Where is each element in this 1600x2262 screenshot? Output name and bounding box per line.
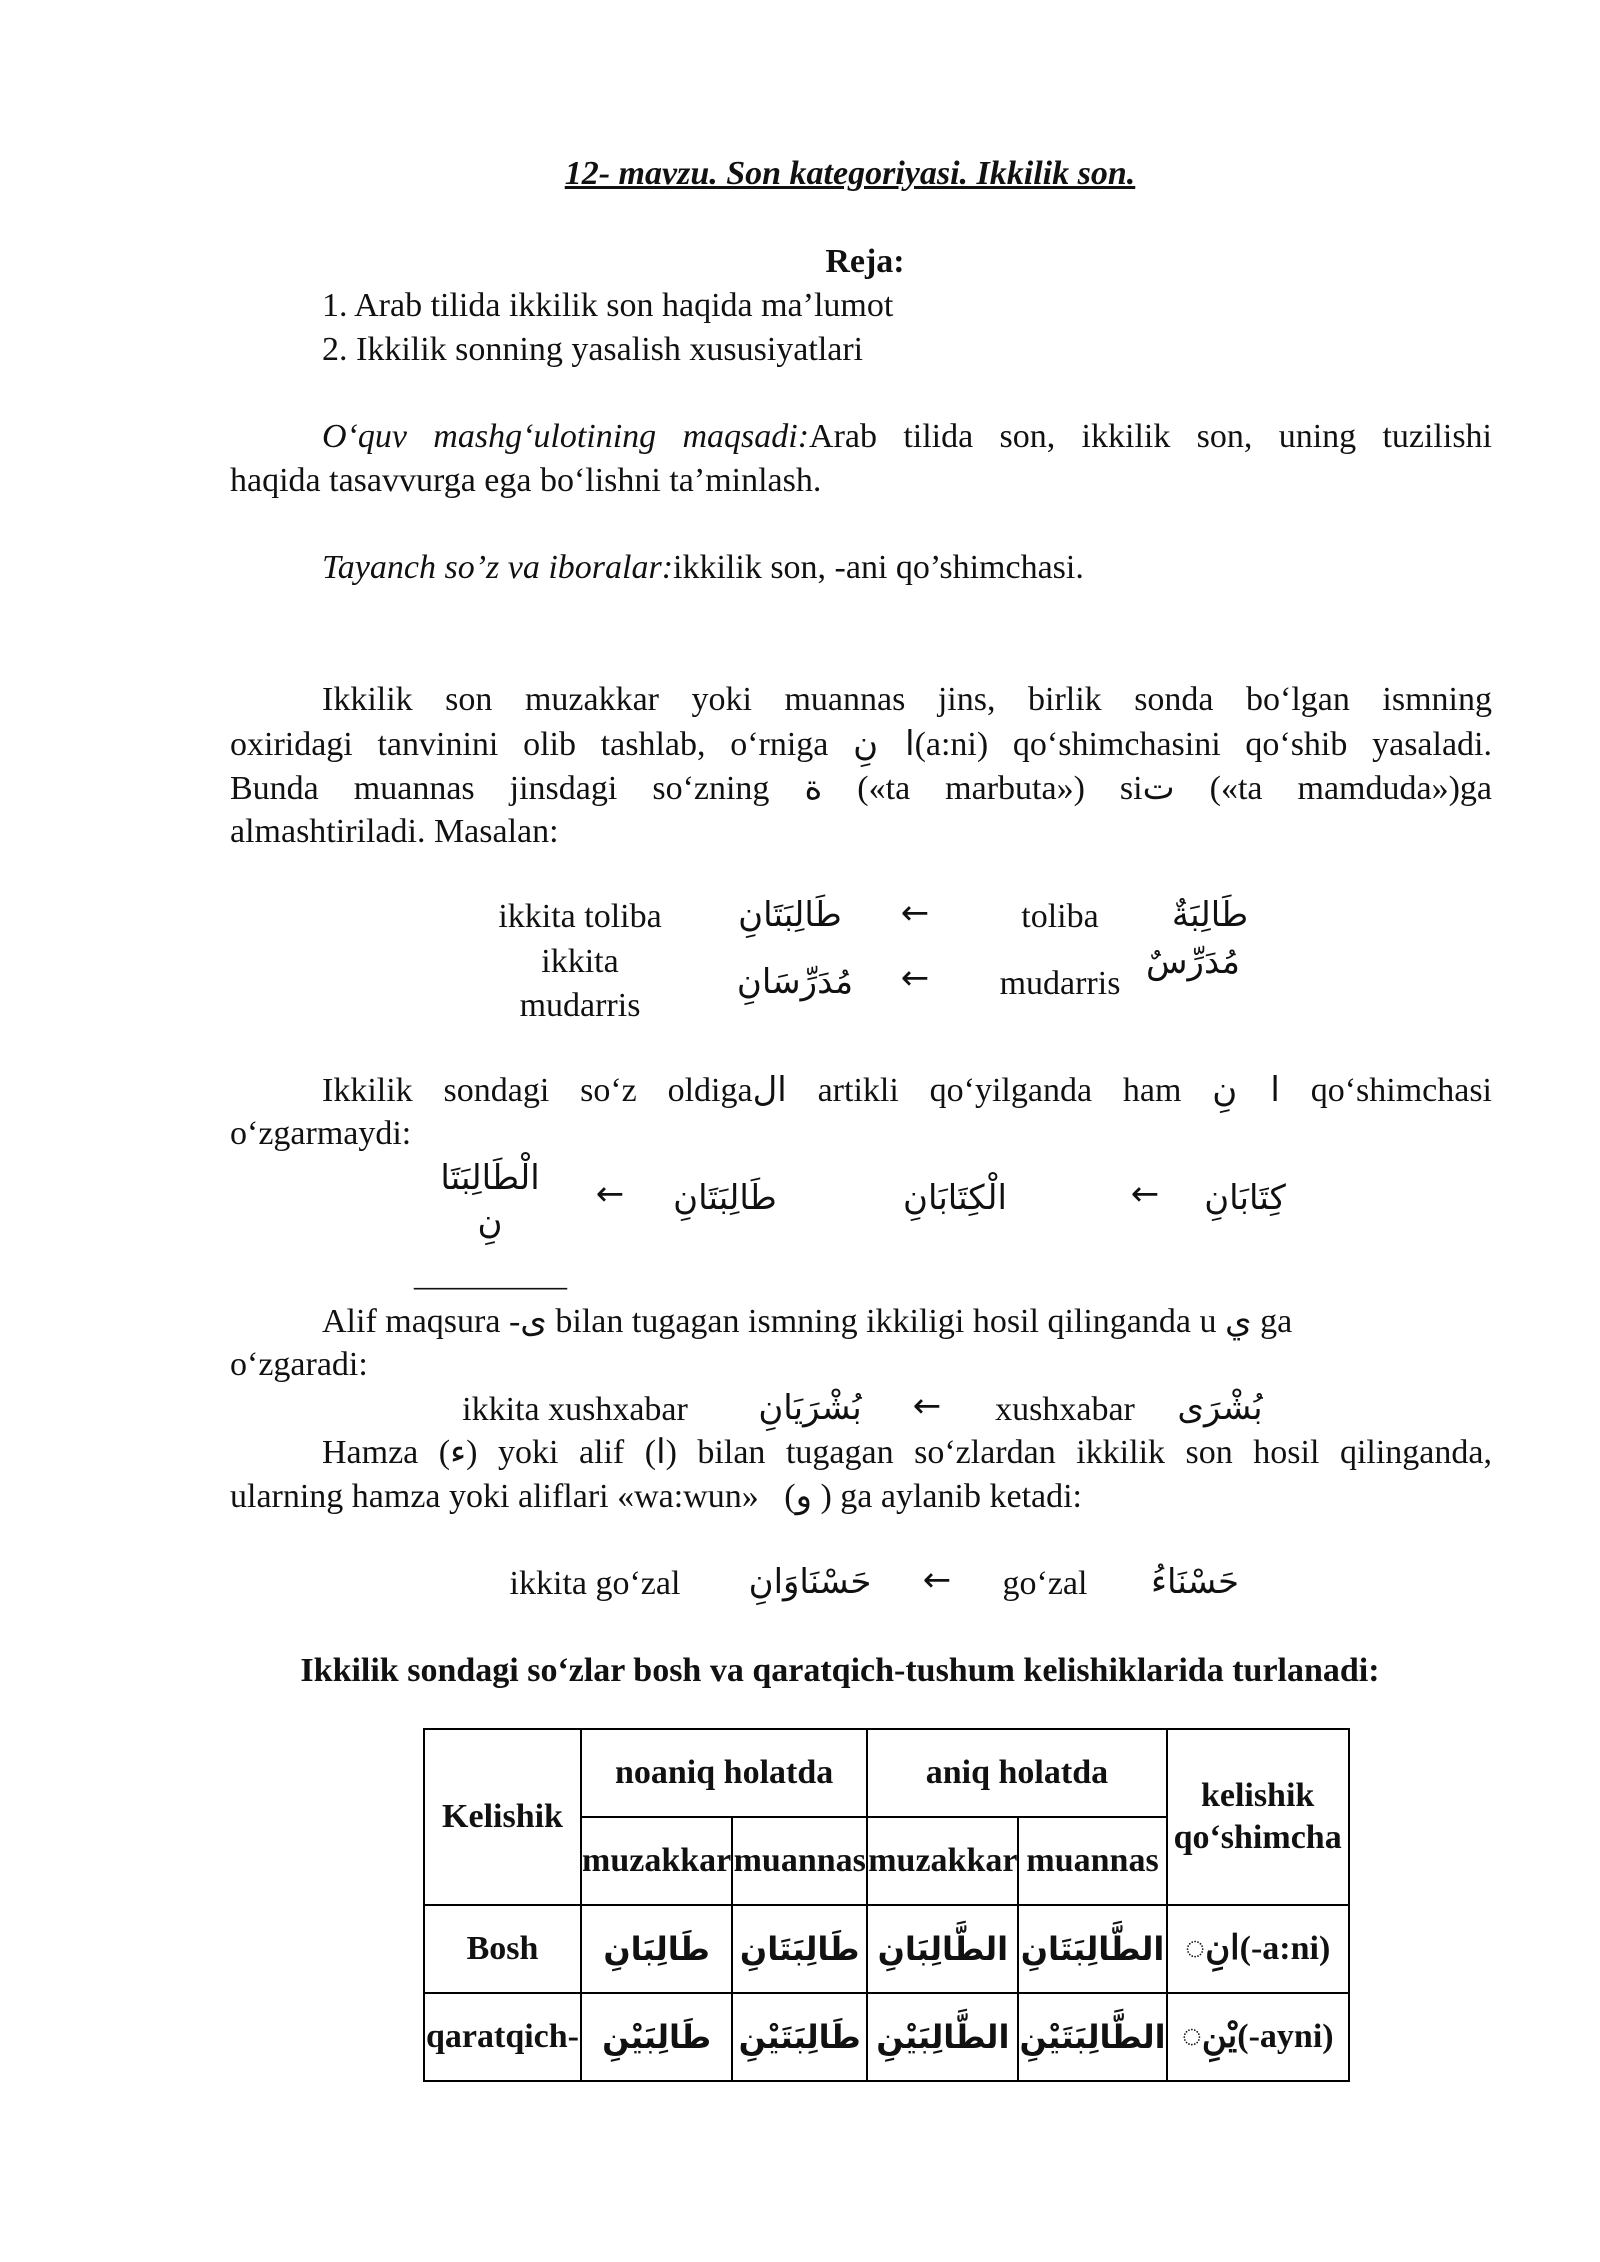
keywords-line <box>322 546 1584 590</box>
declension-table <box>423 1728 1350 2082</box>
para2-line-1 <box>322 1068 1492 1113</box>
row-cell: الطَّالِبَانِ <box>867 1905 1018 1993</box>
keywords-text: ikkilik son, -ani qo’shimchasi. <box>673 549 1084 586</box>
example-ar-sing: مُدَرِّسٌ <box>1146 942 1240 982</box>
para3-text: ga <box>1260 1303 1293 1340</box>
plan-item-2: 2. Ikkilik sonning yasalish xususiyatlari <box>322 331 864 368</box>
row-suffix: ◌انِ(-a:ni) <box>1167 1905 1349 1993</box>
para1-text: oxiridagi tanvinini olib tashlab, o‘rniga <box>230 726 829 763</box>
arrow-left-icon: ← <box>912 1386 942 1426</box>
row-cell: طَالِبَتَانِ <box>732 1905 867 1993</box>
keywords-label: Tayanch so’z va iboralar: <box>322 549 674 586</box>
example-ar-sing: بُشْرَى <box>1177 1388 1263 1428</box>
example-uz-dual: ikkita toliba <box>498 898 662 935</box>
arabic-letter: ي <box>1224 1301 1252 1341</box>
arrow-left-icon: ← <box>922 1560 952 1600</box>
example-ar-sing: طَالِبَةٌ <box>1171 895 1249 935</box>
example-uz-dual: ikkita xushxabar <box>462 1391 688 1428</box>
arrow-left-icon: ← <box>900 958 930 998</box>
arrow-left-icon: ← <box>1130 1174 1160 1214</box>
para1-text: («ta mamduda»)ga <box>1209 770 1492 807</box>
example-ar-word: كِتَابَانِ <box>1204 1178 1286 1218</box>
example-ar-word: طَالِبَتَانِ <box>673 1178 777 1218</box>
arabic-article: ال <box>752 1070 787 1110</box>
example-ar-word: الْطَالِبَتَانِ <box>440 1158 540 1242</box>
table-heading: Ikkilik sondagi so‘zlar bosh va qaratqich-tushum kelishiklarida turlanadi: <box>300 1652 1380 1689</box>
row-case: qaratqich- <box>424 1993 581 2081</box>
para4-line-2: ularning hamza yoki aliflari «wa:wun» (و ) ga aylanib ketadi: <box>230 1478 1082 1515</box>
row-cell: طَالِبَتَيْنِ <box>732 1993 867 2081</box>
header-suffix: kelishik qo‘shimcha <box>1167 1729 1349 1905</box>
arabic-letter: ة <box>804 768 823 808</box>
para3-line-1 <box>322 1299 1584 1344</box>
row-cell: الطَّالِبَيْنِ <box>867 1993 1018 2081</box>
goal-line-2: haqida tasavvurga ega bo‘lishni ta’minlash. <box>230 462 822 499</box>
plan-item-1: 1. Arab tilida ikkilik son haqida ma’lumot <box>322 287 894 324</box>
arabic-letter: ت <box>1142 768 1175 808</box>
para2-text: artikli qo‘yilganda ham <box>817 1072 1182 1109</box>
para1-text: (a:ni) qo‘shimchasini qo‘shib yasaladi. <box>914 726 1492 763</box>
header-case: Kelishik <box>424 1729 581 1905</box>
para3-line-2: o‘zgaradi: <box>230 1346 368 1383</box>
table-row <box>424 1905 1349 1993</box>
para3-text: bilan tugagan ismning ikkiligi hosil qilinganda u <box>555 1303 1217 1340</box>
goal-line-1 <box>322 415 1492 459</box>
row-cell: طَالِبَانِ <box>581 1905 732 1993</box>
arabic-letter: ى <box>520 1301 547 1341</box>
sub-masculine: muzakkar <box>867 1817 1018 1905</box>
arrow-left-icon: ← <box>900 893 930 933</box>
table-row <box>424 1993 1349 2081</box>
para1-line-4: almashtiriladi. Masalan: <box>230 813 559 850</box>
example-uz-dual: ikkita mudarris <box>519 943 641 1024</box>
arabic-suffix: ا نِ <box>1212 1070 1280 1110</box>
para2-line-2: o‘zgarmaydi: <box>230 1115 412 1152</box>
separator-line: _________ <box>414 1256 567 1293</box>
para1-text: Bunda muannas jinsdagi so‘zning <box>230 770 770 807</box>
row-cell: طَالِبَيْنِ <box>581 1993 732 2081</box>
goal-text-1: Arab tilida son, ikkilik son, uning tuzilishi <box>809 418 1493 455</box>
para1-line-1: Ikkilik son muzakkar yoki muannas jins, birlik sonda bo‘lgan ismning <box>322 681 1492 718</box>
para2-text: Ikkilik sondagi so‘z oldiga <box>322 1072 753 1109</box>
plan-heading: Reja: <box>825 243 905 280</box>
example-uz-dual: ikkita go‘zal <box>509 1565 681 1602</box>
para1-line-2 <box>230 722 1492 767</box>
example-ar-dual: مُدَرِّسَانِ <box>736 962 854 1002</box>
example-uz-sing: xushxabar <box>995 1391 1135 1428</box>
example-uz-sing: toliba <box>1021 898 1099 935</box>
header-definite: aniq holatda <box>867 1729 1166 1817</box>
sub-feminine: muannas <box>1018 1817 1166 1905</box>
para1-line-3 <box>230 766 1492 811</box>
example-ar-sing: حَسْنَاءُ <box>1151 1562 1239 1602</box>
row-cell: الطَّالِبَتَانِ <box>1018 1905 1166 1993</box>
arabic-suffix: ا نِ <box>853 724 915 764</box>
para4-line-1: Hamza (ء) yoki alif (ا) bilan tugagan so‘zlardan ikkilik son hosil qilinganda, <box>322 1434 1492 1471</box>
row-suffix: ◌يْنِ(-ayni) <box>1167 1993 1349 2081</box>
goal-label: O‘quv mashg‘ulotining maqsadi: <box>322 418 810 455</box>
sub-feminine: muannas <box>732 1817 867 1905</box>
row-cell: الطَّالِبَتَيْنِ <box>1018 1993 1166 2081</box>
page-title: 12- mavzu. Son kategoriyasi. Ikkilik son. <box>564 155 1136 192</box>
example-ar-dual: حَسْنَاوَانِ <box>748 1562 872 1602</box>
example-uz-sing: mudarris <box>999 965 1121 1002</box>
sub-masculine: muzakkar <box>581 1817 732 1905</box>
para3-text: Alif maqsura - <box>322 1303 521 1340</box>
arrow-left-icon: ← <box>595 1174 625 1214</box>
example-uz-sing: go‘zal <box>1002 1565 1088 1602</box>
para1-text: («ta marbuta») si <box>857 770 1143 807</box>
row-case: Bosh <box>424 1905 581 1993</box>
example-ar-dual: بُشْرَيَانِ <box>758 1388 862 1428</box>
example-ar-dual: طَالِبَتَانِ <box>738 895 842 935</box>
header-indefinite: noaniq holatda <box>581 1729 867 1817</box>
para2-text: qo‘shimchasi <box>1310 1072 1492 1109</box>
example-ar-word: الْكِتَابَانِ <box>903 1178 1007 1218</box>
